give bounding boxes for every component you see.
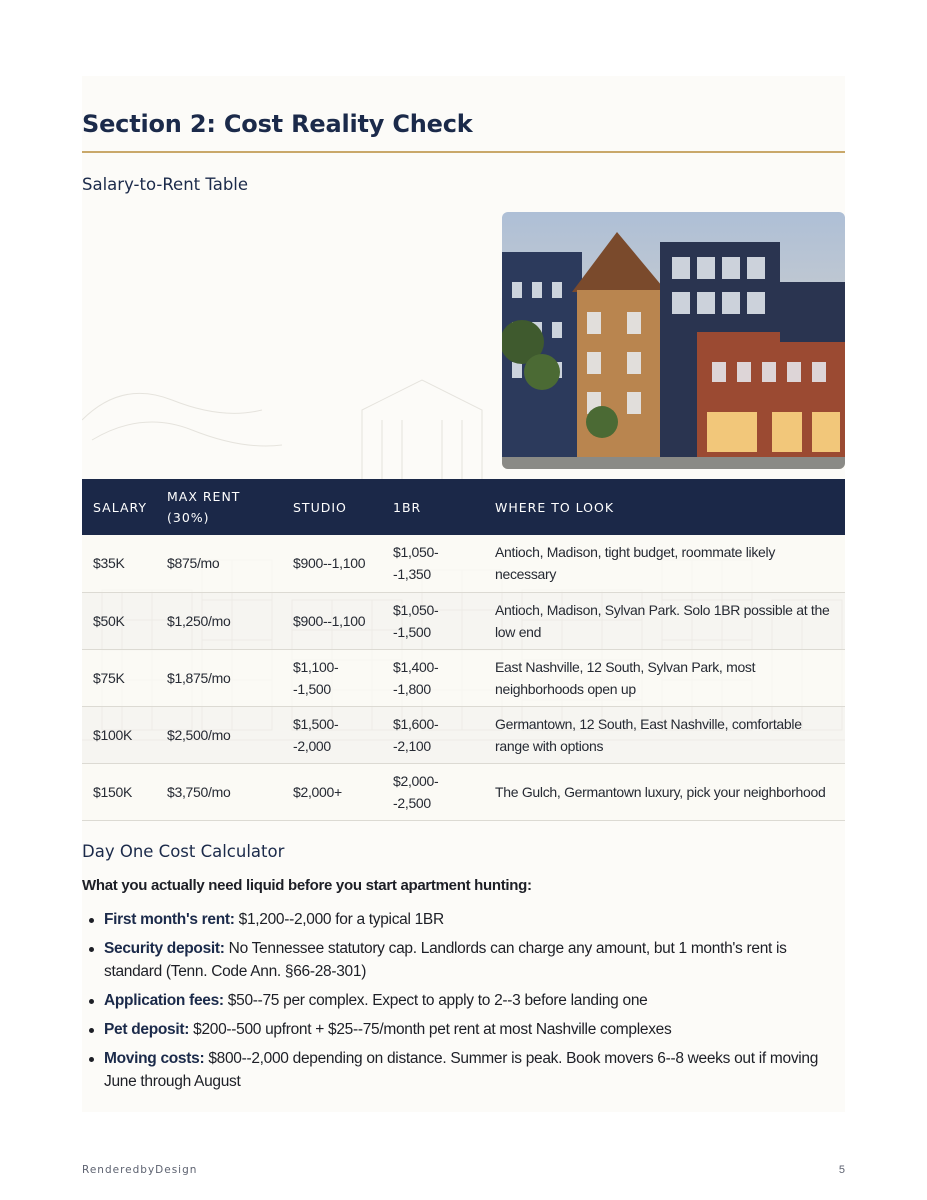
cell-1br: $2,000--2,500 [393, 772, 439, 811]
table-row [82, 706, 845, 763]
cell-studio: $2,000+ [293, 783, 342, 800]
column-header-salary: SALARY [93, 499, 148, 515]
item-text: $50--75 per complex. Expect to apply to 2--3 before landing one [227, 992, 648, 1009]
cell-salary: $35K [93, 555, 125, 572]
salary-rent-table [82, 479, 845, 821]
item-label: Pet deposit: [104, 1021, 190, 1038]
item-text: No Tennessee statutory cap. Landlords can charge any amount, but 1 month's rent is standard (Tenn. Code Ann. §66-28-301) [104, 940, 787, 980]
table-row [82, 535, 845, 592]
cell-salary: $100K [93, 726, 132, 743]
cell-where-to-look: Antioch, Madison, Sylvan Park. Solo 1BR possible at the low end [495, 601, 830, 640]
table-row [82, 649, 845, 706]
page-number: 5 [838, 1164, 845, 1176]
bullet-icon [89, 1057, 94, 1062]
item-text: $200--500 upfront + $25--75/month pet rent at most Nashville complexes [193, 1021, 672, 1038]
cell-1br: $1,400--1,800 [393, 658, 439, 697]
table-header-row [82, 479, 845, 535]
list-item [82, 1047, 845, 1093]
cell-1br: $1,050--1,350 [393, 544, 439, 583]
cell-studio: $900--1,100 [293, 555, 366, 572]
cell-max-rent: $2,500/mo [167, 726, 231, 743]
cell-studio: $1,100--1,500 [293, 658, 339, 697]
cell-max-rent: $3,750/mo [167, 783, 231, 800]
list-item [82, 1018, 845, 1041]
cell-1br: $1,050--1,500 [393, 601, 439, 640]
cost-list [82, 908, 845, 1099]
cell-salary: $75K [93, 669, 125, 686]
item-label: Security deposit: [104, 940, 225, 957]
title-divider [82, 151, 845, 153]
table-row [82, 763, 845, 820]
item-label: Application fees: [104, 992, 224, 1009]
apartment-building-photo [502, 212, 845, 469]
column-header-max-rent: MAX RENT (30%) [167, 489, 241, 525]
page-title: Section 2: Cost Reality Check [82, 110, 473, 138]
list-item [82, 908, 845, 931]
item-label: Moving costs: [104, 1050, 205, 1067]
cell-where-to-look: Antioch, Madison, tight budget, roommate likely necessary [495, 544, 776, 583]
list-item [82, 989, 845, 1012]
cell-where-to-look: The Gulch, Germantown luxury, pick your neighborhood [495, 783, 826, 800]
cell-where-to-look: East Nashville, 12 South, Sylvan Park, most neighborhoods open up [495, 658, 756, 697]
bullet-icon [89, 947, 94, 952]
cell-salary: $50K [93, 612, 125, 629]
column-header-studio: STUDIO [293, 499, 347, 515]
column-header-where-to-look: WHERE TO LOOK [495, 499, 615, 515]
bullet-icon [89, 1028, 94, 1033]
bullet-icon [89, 918, 94, 923]
table-heading: Salary-to-Rent Table [82, 175, 249, 194]
bullet-icon [89, 999, 94, 1004]
cell-studio: $1,500--2,000 [293, 715, 339, 754]
cell-studio: $900--1,100 [293, 612, 366, 629]
cell-max-rent: $1,875/mo [167, 669, 231, 686]
cell-max-rent: $1,250/mo [167, 612, 231, 629]
cell-1br: $1,600--2,100 [393, 715, 439, 754]
cell-salary: $150K [93, 783, 132, 800]
column-header-1br: 1BR [393, 499, 422, 515]
table-row [82, 592, 845, 649]
footer-brand: RenderedbyDesign [82, 1164, 198, 1176]
cell-max-rent: $875/mo [167, 555, 220, 572]
calculator-heading: Day One Cost Calculator [82, 842, 285, 861]
list-item [82, 937, 845, 983]
item-text: $1,200--2,000 for a typical 1BR [238, 911, 444, 928]
item-label: First month's rent: [104, 911, 235, 928]
item-text: $800--2,000 depending on distance. Summer is peak. Book movers 6--8 weeks out if moving June through August [104, 1050, 819, 1090]
cell-where-to-look: Germantown, 12 South, East Nashville, comfortable range with options [495, 715, 802, 754]
calculator-lead: What you actually need liquid before you start apartment hunting: [82, 877, 532, 894]
